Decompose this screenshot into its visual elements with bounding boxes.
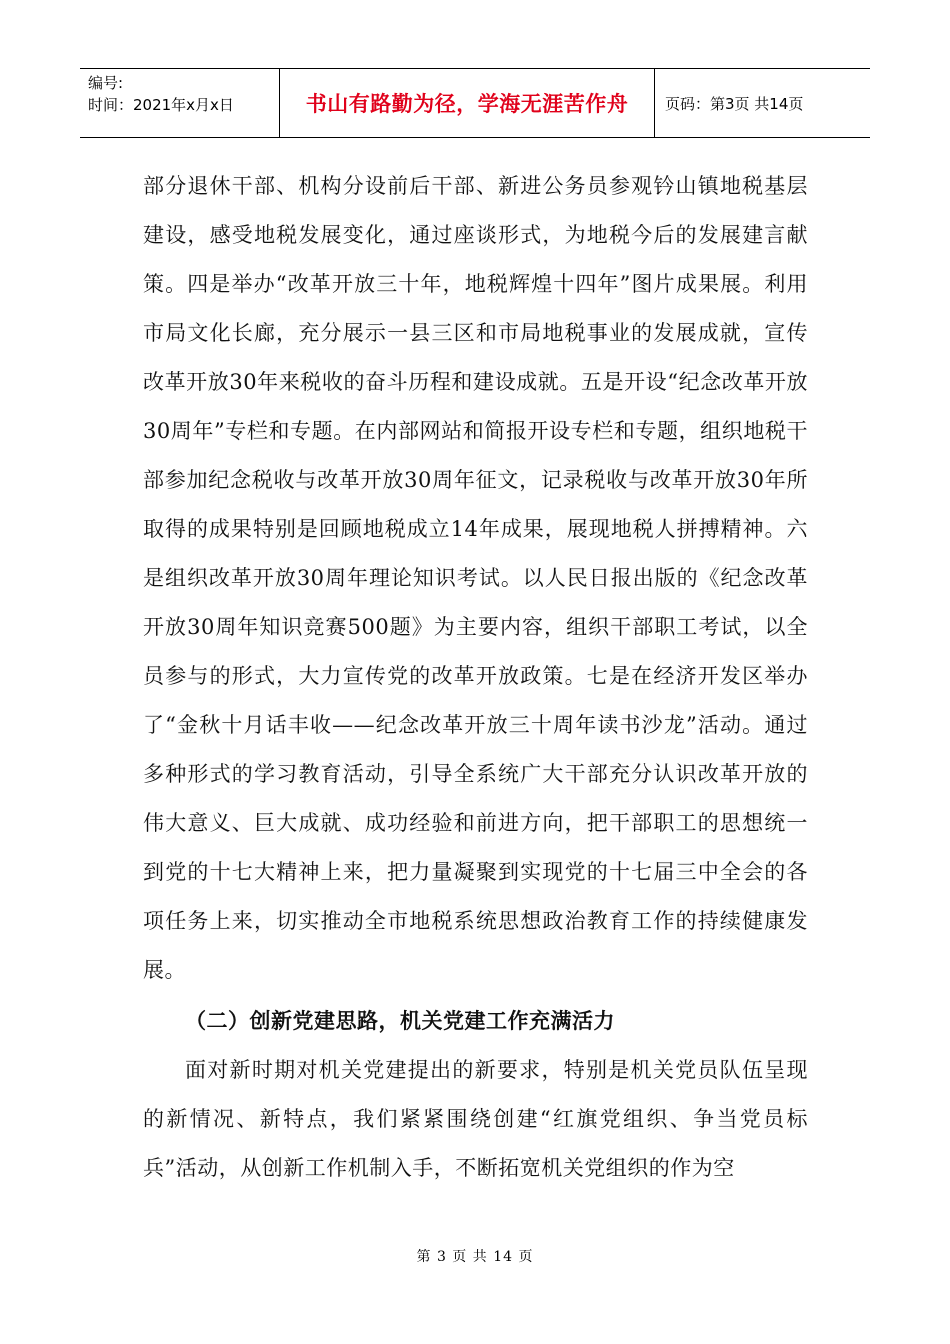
header-motto: 书山有路勤为径，学海无涯苦作舟 [280, 69, 655, 137]
page-header [80, 68, 870, 138]
section-heading: （二）创新党建思路，机关党建工作充满活力 [185, 1009, 615, 1033]
page-footer: 第 3 页 共 14 页 [416, 1249, 534, 1265]
number-label: 编号: [88, 74, 124, 92]
header-meta [80, 69, 280, 137]
document-body [143, 162, 808, 1193]
time-label: 时间：2021年x月x日 [88, 96, 234, 114]
body-paragraph: 部分退休干部、机构分设前后干部、新进公务员参观钤山镇地税基层建设，感受地税发展变化，通过座谈形式，为地税今后的发展建言献策。四是举办“改革开放三十年，地税辉煌十四年”图片成果展。利用市局文化长廊，充分展示一县三区和市局地税事业的发展成就，宣传改革开放30年来税收的奋斗历程和建设成就。五是开设“纪念改革开放30周年”专栏和专题。在内部网站和简报开设专栏和专题，组织地税干部参加纪念税收与改革开放30周年征文，记录税收与改革开放30年所取得的成果特别是回顾地税成立14年成果，展现地税人拼搏精神。六是组织改革开放30周年理论知识考试。以人民日报出版的《纪念改革开放30周年知识竞赛500题》为主要内容，组织干部职工考试，以全员参与的形式，大力宣传党的改革开放政策。七是在经济开发区举办了“金秋十月话丰收——纪念改革开放三十周年读书沙龙”活动。通过多种形式的学习教育活动，引导全系统广大干部充分认识改革开放的伟大意义、巨大成就、成功经验和前进方向，把干部职工的思想统一到党的十七大精神上来，把力量凝聚到实现党的十七届三中全会的各项任务上来，切实推动全市地税系统思想政治教育工作的持续健康发展。 [143, 174, 808, 982]
body-paragraph: 面对新时期对机关党建提出的新要求，特别是机关党员队伍呈现的新情况、新特点，我们紧紧围绕创建“红旗党组织、争当党员标兵”活动，从创新工作机制入手，不断拓宽机关党组织的作为空 [143, 1058, 808, 1180]
header-page-info: 页码：第3页 共14页 [665, 94, 804, 113]
